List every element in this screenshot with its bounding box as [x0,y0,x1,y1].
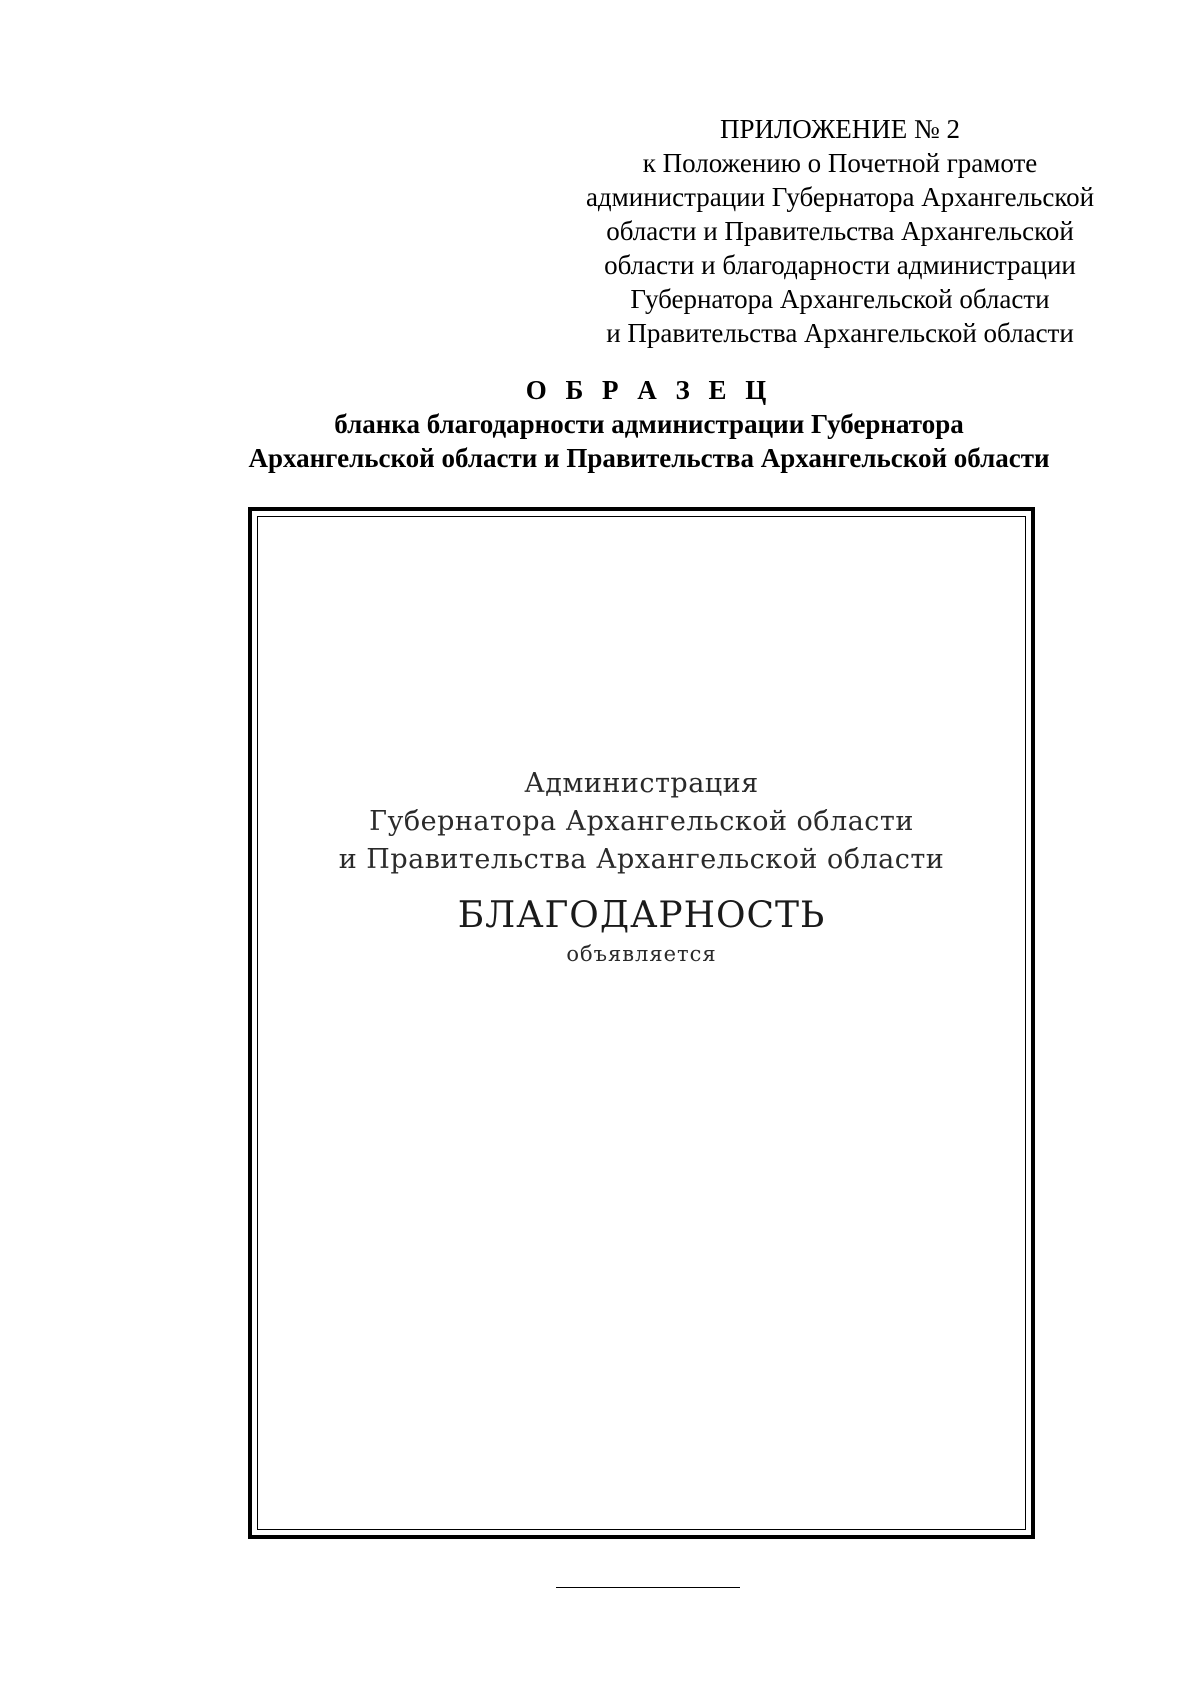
certificate-org-line: и Правительства Архангельской области [338,844,945,875]
appendix-number: ПРИЛОЖЕНИЕ № 2 [719,114,961,144]
appendix-line: и Правительства Архангельской области [606,318,1074,348]
appendix-block [560,112,1120,350]
appendix-line: области и Правительства Архангельской [606,216,1074,246]
appendix-line: администрации Губернатора Архангельской [585,182,1095,212]
certificate-text [252,765,1031,969]
sample-subtitle-line: бланка благодарности администрации Губернатора [334,409,964,439]
sample-subtitle-line: Архангельской области и Правительства Архангельской области [248,443,1050,473]
sample-title-block [0,373,1200,475]
appendix-line: к Положению о Почетной грамоте [642,148,1038,178]
end-divider [556,1587,740,1588]
appendix-line: Губернатора Архангельской области [630,284,1050,314]
certificate-org-line: Губернатора Архангельской области [369,806,914,837]
certificate-inner-border [257,516,1026,1530]
appendix-line: области и благодарности администрации [604,250,1076,280]
certificate-subtitle: объявляется [566,942,717,966]
sample-heading: О Б Р А З Е Ц [525,375,773,405]
certificate-title: БЛАГОДАРНОСТЬ [457,895,826,936]
certificate-org-line: Администрация [524,768,759,799]
certificate-frame [248,507,1035,1539]
